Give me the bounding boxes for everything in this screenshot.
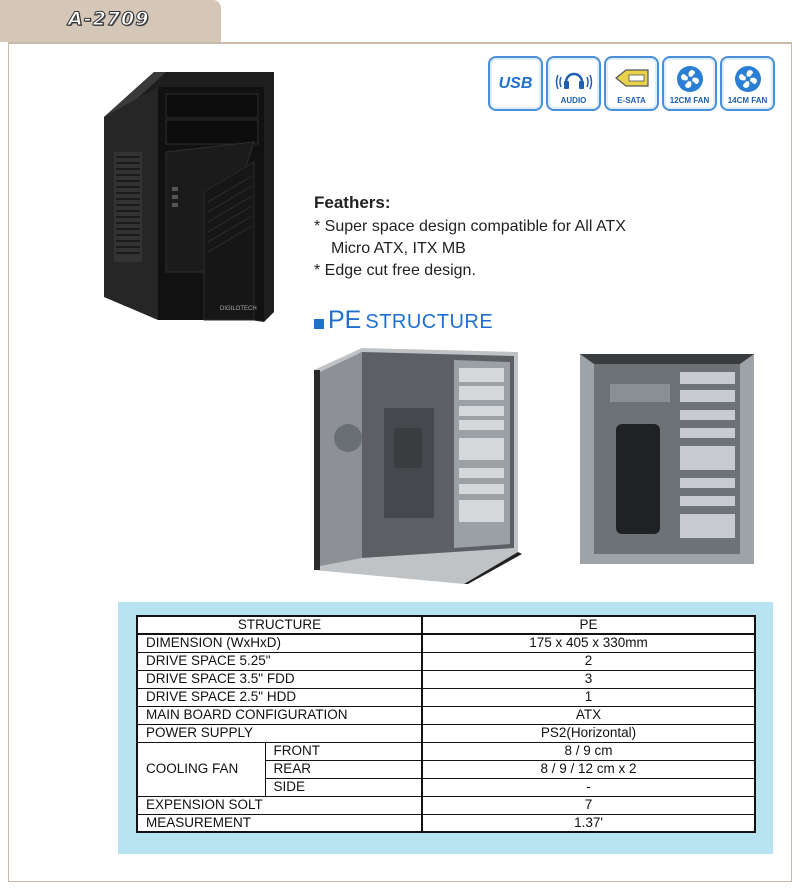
row-label: DRIVE SPACE 2.5" HDD [137,688,422,706]
cooling-side-value: - [422,778,755,796]
row-value: ATX [422,706,755,724]
table-header-row [137,616,755,634]
table-row [137,670,755,688]
table-row [137,724,755,742]
row-value: 175 x 405 x 330mm [422,634,755,652]
case-brand-logo: DIGILOTECH [220,306,257,312]
structure-heading [314,306,493,335]
model-title: A-2709 [68,8,150,30]
table-row [137,652,755,670]
row-value: 1.37' [422,814,755,832]
header-pe: PE [422,616,755,634]
row-value: 1 [422,688,755,706]
row-label: DRIVE SPACE 5.25" [137,652,422,670]
row-value: 3 [422,670,755,688]
model-tab [0,0,221,42]
table-row [137,814,755,832]
cooling-front-value: 8 / 9 cm [422,742,755,760]
row-label: MAIN BOARD CONFIGURATION [137,706,422,724]
audio-icon: AUDIO [546,56,601,111]
case-open-side-image [314,348,522,584]
cooling-rear-label: REAR [265,760,422,778]
spec-table [136,615,756,833]
heading-structure: STRUCTURE [365,311,494,333]
cooling-front-label: FRONT [265,742,422,760]
cooling-rear-value: 8 / 9 / 12 cm x 2 [422,760,755,778]
row-value: 2 [422,652,755,670]
fan-12cm-icon: 12CM FAN [662,56,717,111]
feature-icons [488,56,775,111]
fan-14cm-icon: 14CM FAN [720,56,775,111]
case-front-image [104,72,274,322]
table-row [137,634,755,652]
table-row [137,688,755,706]
row-label: POWER SUPPLY [137,724,422,742]
heading-bullet [314,319,324,329]
feature-item: Micro ATX, ITX MB [331,240,466,257]
row-label: MEASUREMENT [137,814,422,832]
spec-table-panel [118,602,773,854]
table-row [137,742,755,760]
features-title: Feathers: [314,193,391,212]
row-value: PS2(Horizontal) [422,724,755,742]
feature-item: * Edge cut free design. [314,262,476,279]
table-row [137,706,755,724]
feature-item: * Super space design compatible for All ATX [314,218,626,235]
row-value: 7 [422,796,755,814]
row-label: DRIVE SPACE 3.5" FDD [137,670,422,688]
header-structure: STRUCTURE [137,616,422,634]
cooling-fan-label: COOLING FAN [137,742,265,796]
heading-pe: PE [328,306,362,334]
esata-icon: E-SATA [604,56,659,111]
row-label: DIMENSION (WxHxD) [137,634,422,652]
cooling-side-label: SIDE [265,778,422,796]
usb-icon: USB [488,56,543,111]
table-row [137,796,755,814]
case-open-front-image [580,354,754,564]
row-label: EXPENSION SOLT [137,796,422,814]
